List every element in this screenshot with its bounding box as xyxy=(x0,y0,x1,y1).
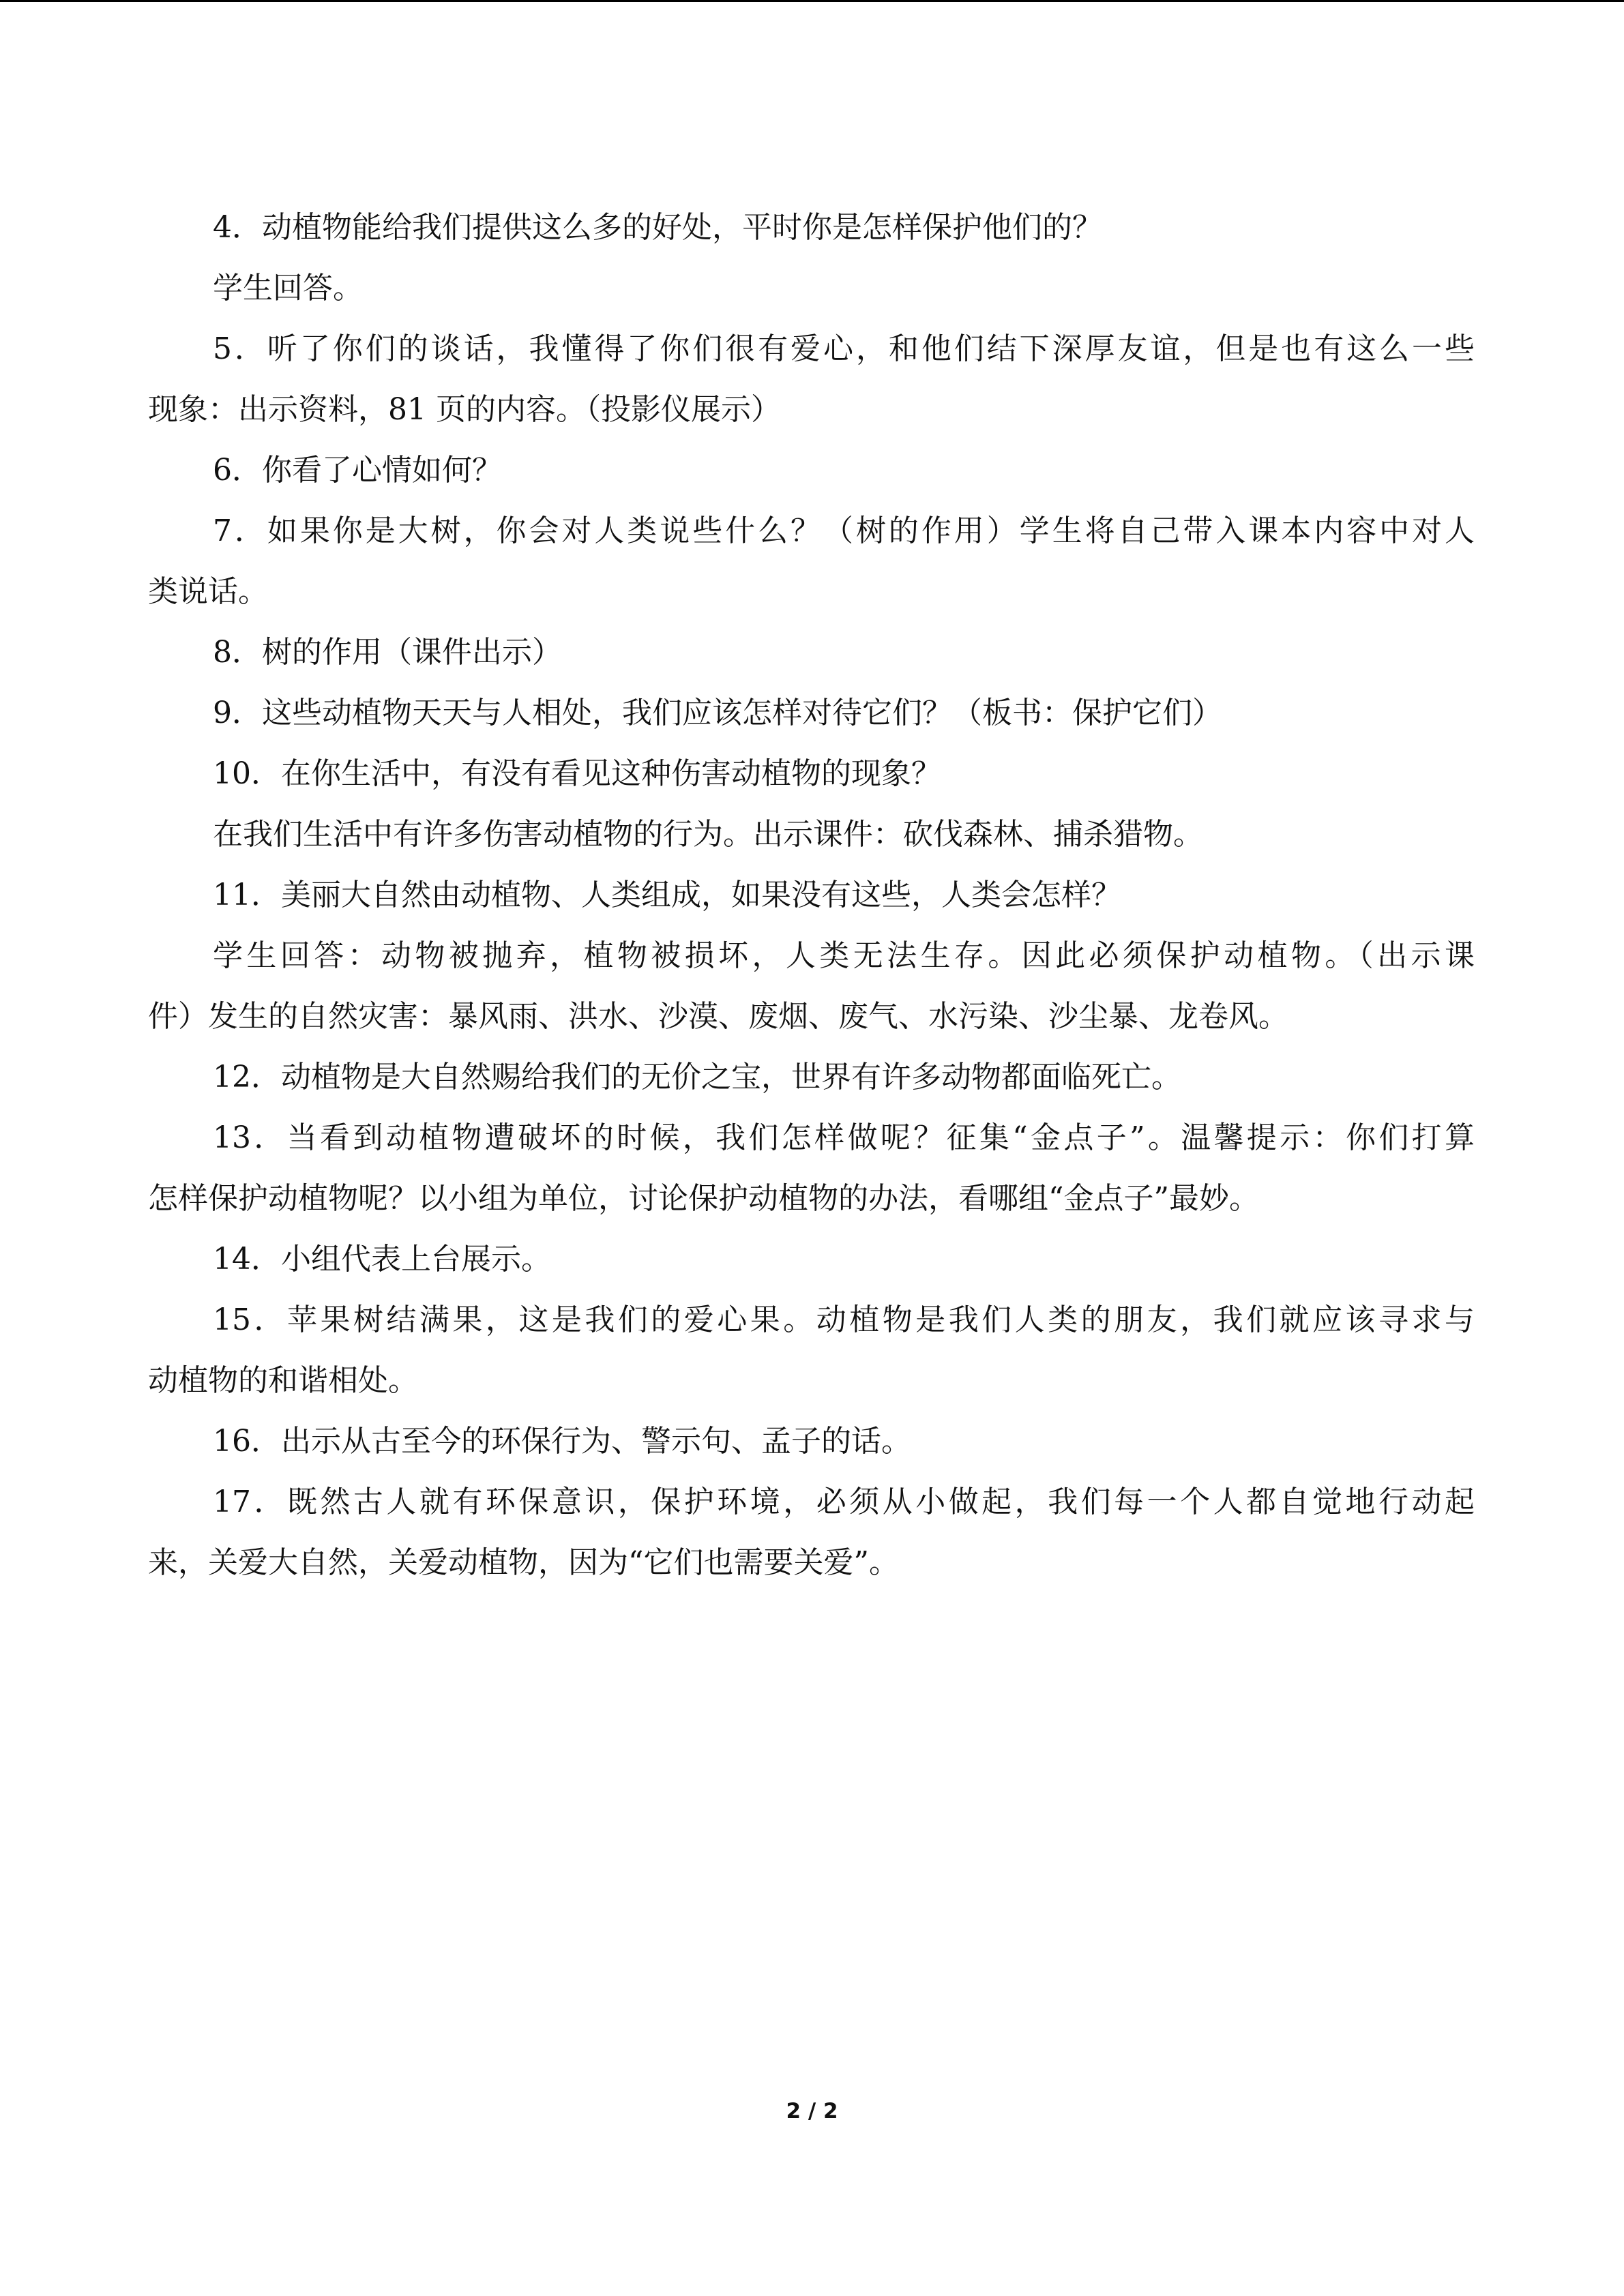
paragraph-line: 件）发生的自然灾害：暴风雨、洪水、沙漠、废烟、废气、水污染、沙尘暴、龙卷风。 xyxy=(148,999,1288,1034)
paragraph-line: 15．苹果树结满果，这是我们的爱心果。动植物是我们人类的朋友，我们就应该寻求与 xyxy=(213,1302,1475,1337)
paragraph-line: 11．美丽大自然由动植物、人类组成，如果没有这些，人类会怎样？ xyxy=(213,878,1121,912)
top-border-line xyxy=(0,0,1624,2)
paragraph-line: 学生回答。 xyxy=(213,271,363,305)
paragraph-line: 学生回答：动物被抛弃，植物被损坏，人类无法生存。因此必须保护动植物。（出示课 xyxy=(213,938,1475,973)
paragraph-line: 现象：出示资料，81 页的内容。（投影仪展示） xyxy=(148,392,781,427)
paragraph-line: 14．小组代表上台展示。 xyxy=(213,1242,551,1277)
paragraph-line: 13．当看到动植物遭破坏的时候，我们怎样做呢？征集“金点子”。温馨提示：你们打算 xyxy=(213,1120,1475,1155)
paragraph-line: 10．在你生活中，有没有看见这种伤害动植物的现象？ xyxy=(213,756,941,791)
paragraph-line: 7．如果你是大树，你会对人类说些什么？（树的作用）学生将自己带入课本内容中对人 xyxy=(213,513,1475,548)
paragraph-line: 17．既然古人就有环保意识，保护环境，必须从小做起，我们每一个人都自觉地行动起 xyxy=(213,1485,1475,1519)
paragraph-line: 5．听了你们的谈话，我懂得了你们很有爱心，和他们结下深厚友谊，但是也有这么一些 xyxy=(213,331,1475,366)
paragraph-line: 类说话。 xyxy=(148,574,268,609)
paragraph-line: 怎样保护动植物呢？以小组为单位，讨论保护动植物的办法，看哪组“金点子”最妙。 xyxy=(148,1181,1259,1216)
page-number: 2 / 2 xyxy=(786,2099,838,2123)
paragraph-line: 4．动植物能给我们提供这么多的好处，平时你是怎样保护他们的？ xyxy=(213,210,1102,245)
paragraph-line: 12．动植物是大自然赐给我们的无价之宝，世界有许多动物都面临死亡。 xyxy=(213,1060,1181,1094)
paragraph-line: 6．你看了心情如何？ xyxy=(213,453,502,488)
paragraph-line: 16．出示从古至今的环保行为、警示句、孟子的话。 xyxy=(213,1424,911,1459)
paragraph-line: 9．这些动植物天天与人相处，我们应该怎样对待它们？（板书：保护它们） xyxy=(213,696,1222,730)
paragraph-line: 动植物的和谐相处。 xyxy=(148,1363,418,1398)
paragraph-line: 在我们生活中有许多伤害动植物的行为。出示课件：砍伐森林、捕杀猎物。 xyxy=(213,817,1203,852)
paragraph-line: 来，关爱大自然，关爱动植物，因为“它们也需要关爱”。 xyxy=(148,1545,899,1580)
paragraph-line: 8．树的作用（课件出示） xyxy=(213,635,562,670)
